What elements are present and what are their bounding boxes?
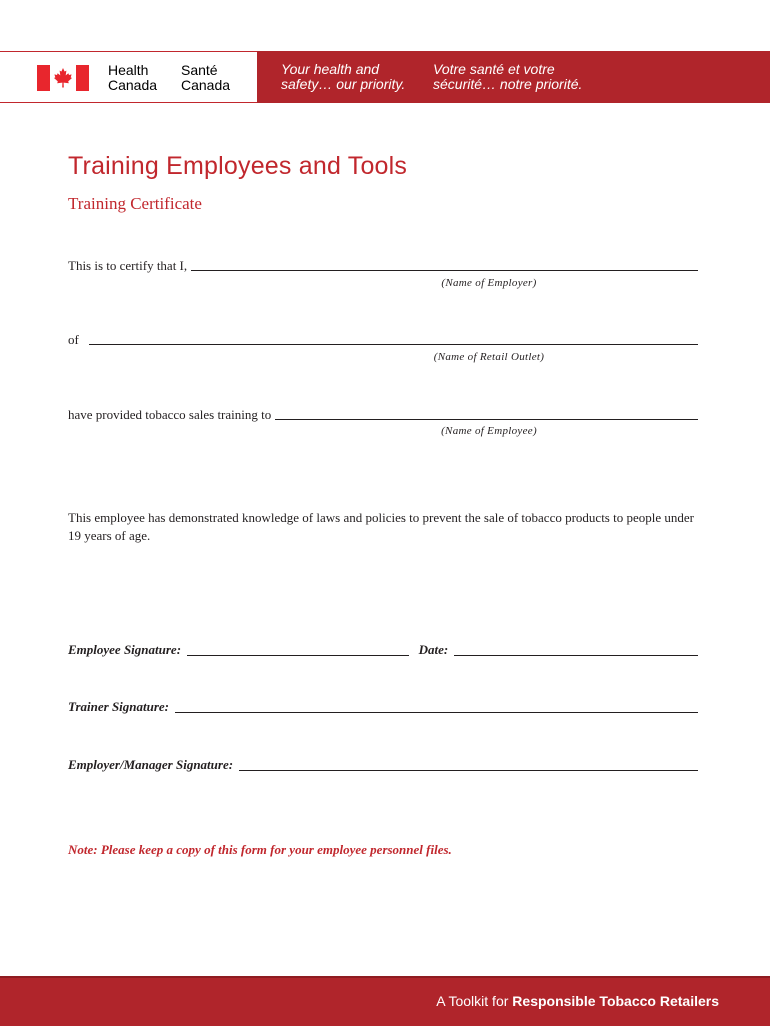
manager-signature-field[interactable] (239, 759, 698, 771)
dept-en-line-2: Canada (108, 77, 158, 93)
page-subtitle: Training Certificate (68, 194, 202, 213)
date-label: Date: (418, 642, 449, 657)
personnel-files-note: Note: Please keep a copy of this form for your employee personnel files. (68, 842, 452, 857)
footer-text (436, 993, 719, 1009)
dept-name-english (108, 63, 157, 93)
dept-fr-line-2: Canada (181, 77, 231, 93)
employee-caption: (Name of Employee) (441, 425, 537, 437)
slogan-fr-line-1: Votre santé et votre (433, 61, 555, 77)
department-logo-area (0, 51, 257, 103)
trainer-signature-field[interactable] (175, 701, 698, 713)
of-label: of (68, 332, 79, 347)
slogan-french (433, 62, 582, 92)
trainer-signature-row (68, 699, 698, 715)
footer-banner (0, 976, 770, 1026)
employee-signature-row (68, 642, 698, 658)
date-field[interactable] (454, 644, 698, 656)
certification-statement: This employee has demonstrated knowledge of laws and policies to prevent the sale of tobacco products to people under 19 years of age. (68, 510, 694, 543)
employee-name-field[interactable] (275, 408, 698, 420)
trainer-signature-label: Trainer Signature: (68, 699, 170, 714)
slogan-en-line-1: Your health and (281, 61, 380, 77)
canada-flag-icon (37, 65, 89, 91)
retail-outlet-row (68, 332, 698, 347)
slogan-en-line-2: safety… our priority. (281, 76, 406, 92)
header-banner (0, 51, 770, 103)
retail-outlet-field[interactable] (89, 333, 698, 345)
employee-signature-field[interactable] (187, 644, 409, 656)
employer-caption: (Name of Employer) (441, 277, 537, 289)
slogan-english (281, 62, 405, 92)
employee-name-row (68, 407, 698, 422)
employer-name-row (68, 258, 698, 273)
footer-emphasis: Responsible Tobacco Retailers (512, 993, 719, 1009)
page-title: Training Employees and Tools (68, 152, 408, 180)
certify-label: This is to certify that I, (68, 258, 188, 273)
slogan-fr-line-2: sécurité… notre priorité. (433, 76, 583, 92)
outlet-caption: (Name of Retail Outlet) (433, 351, 545, 363)
employee-signature-label: Employee Signature: (68, 642, 182, 657)
manager-signature-row (68, 757, 698, 773)
footer-prefix: A Toolkit for (436, 993, 513, 1009)
dept-name-french (181, 63, 230, 93)
slogan-band (257, 51, 770, 103)
employer-name-field[interactable] (191, 259, 698, 271)
training-label: have provided tobacco sales training to (68, 407, 272, 422)
dept-fr-line-1: Santé (181, 62, 218, 78)
dept-en-line-1: Health (108, 62, 149, 78)
manager-signature-label: Employer/Manager Signature: (68, 757, 234, 772)
